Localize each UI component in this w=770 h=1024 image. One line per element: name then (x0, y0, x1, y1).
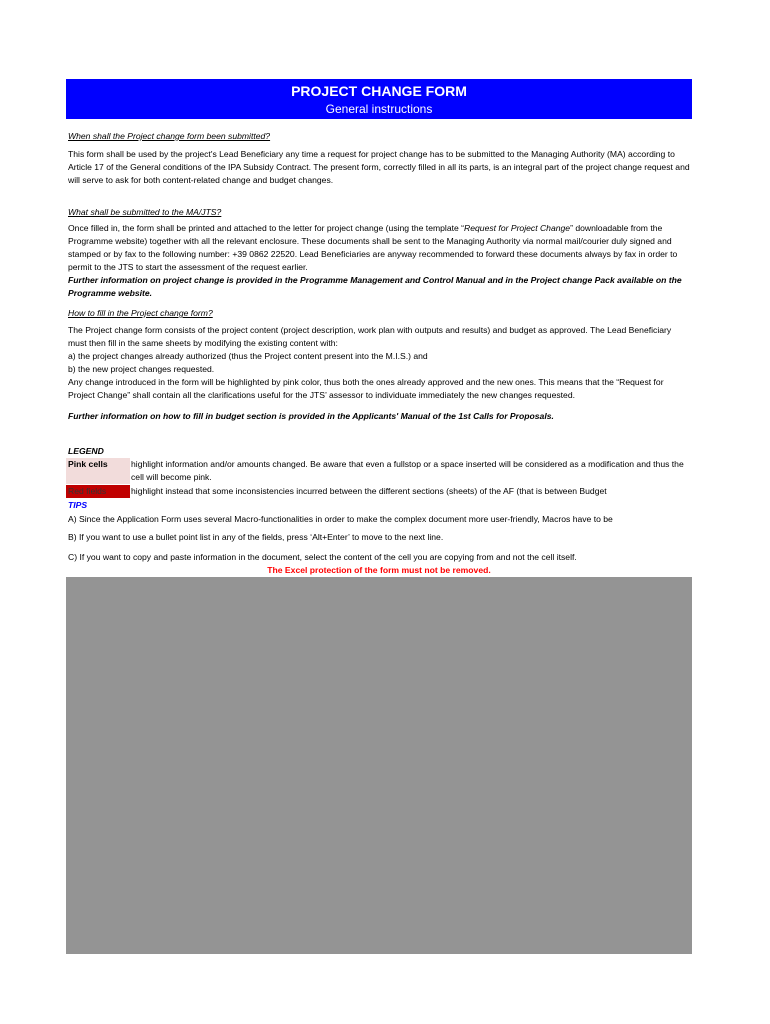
excel-protection-warning: The Excel protection of the form must not be removed. (267, 565, 491, 575)
pink-cells-swatch: Pink cells (66, 458, 130, 484)
tip-c: C) If you want to copy and paste information in the document, select the content of the cell you are copying from and not the cell itself. (68, 552, 577, 562)
template-name: Request for Project Change (464, 223, 571, 233)
legend-title: LEGEND (68, 446, 104, 456)
paragraph-what-submitted (68, 222, 690, 274)
red-fields-swatch: Red fields (66, 485, 130, 498)
paragraph-what-part-1: Once filled in, the form shall be printed and attached to the letter for project change (using the template “ (68, 223, 465, 233)
paragraph-when-submitted: This form shall be used by the project's Lead Beneficiary any time a request for project change has to be submitted to the Managing Authority (MA) according to Article 17 of the General conditions of the IPA Subsidy Contract. The present form, correctly filled in all its parts, is an integral part of the project change request and will serve to ask for both content-related change and budget changes. (68, 149, 690, 185)
red-fields-description: highlight instead that some inconsistencies incurred between the different sections (sheets) of the AF (that is between Budget (131, 486, 607, 496)
question-how-to-fill: How to fill in the Project change form? (68, 308, 213, 318)
question-when-submitted: When shall the Project change form been submitted? (68, 131, 271, 141)
form-page (66, 79, 692, 575)
tips-title: TIPS (68, 500, 88, 510)
page-subtitle: General instructions (325, 102, 433, 116)
further-info-budget: Further information on how to fill in budget section is provided in the Applicants' Manual of the 1st Calls for Proposals. (68, 410, 690, 423)
item-a-authorized: a) the project changes already authorized (thus the Project content present into the M.I.S.) and (68, 351, 428, 361)
item-b-new-changes: b) the new project changes requested. (68, 364, 215, 374)
question-what-submitted: What shall be submitted to the MA/JTS? (68, 207, 222, 217)
paragraph-how-to-fill: The Project change form consists of the project content (project description, work plan with outputs and results) and budget as approved. The Lead Beneficiary must then fill in the same sheets by modifying the existing content with: (68, 325, 672, 348)
pink-cells-description: highlight information and/or amounts changed. Be aware that even a fullstop or a space inserted will be considered as a modification and thus the cell will become pink. (131, 459, 684, 482)
title-banner (66, 79, 692, 119)
paragraph-what-part-2: ” downloadable from the Programme website) together with all the relevant enclosure. These documents shall be sent to the Managing Authority via normal mail/courier duly signed and stamped or by fax to the following number: +39 0862 22520. Lead Beneficiaries are anyway recommended to forward these documents always by fax in order to permit to the JTS to start the assessment of the request earlier. (68, 223, 678, 272)
grey-placeholder-area (66, 577, 692, 954)
tip-b: B) If you want to use a bullet point list in any of the fields, press ‘Alt+Enter’ to move to the next line. (68, 532, 444, 542)
page-title: PROJECT CHANGE FORM (291, 83, 467, 99)
tip-a: A) Since the Application Form uses several Macro-functionalities in order to make the complex document more user-friendly, Macros have to be (68, 514, 613, 524)
paragraph-highlight-pink: Any change introduced in the form will be highlighted by pink color, thus both the ones already approved and the new ones. This means that the “Request for Project Change” shall contain all the clarifications useful for the JTS’ assessor to individuate immediately the new changes requested. (68, 377, 664, 400)
further-info-project-change: Further information on project change is provided in the Programme Management and Control Manual and in the Project change Pack available on the Programme website. (68, 275, 682, 298)
